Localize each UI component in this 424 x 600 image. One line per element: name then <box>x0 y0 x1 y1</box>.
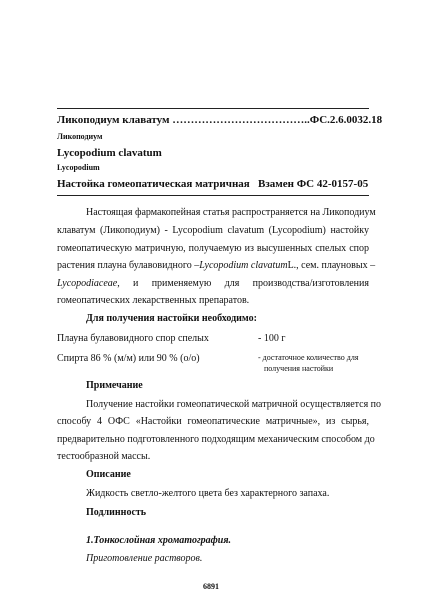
description-text: Жидкость светло-желтого цвета без характерного запаха. <box>86 488 330 499</box>
requirements-heading: Для получения настойки необходимо: <box>86 313 257 324</box>
page-number: 6891 <box>203 582 219 591</box>
identity-heading: Подлинность <box>86 507 147 518</box>
header-bottom-rule <box>57 195 369 196</box>
intro-line-3: гомеопатическую матричную, получаемую из высушенных спелых спор <box>57 243 369 254</box>
req-item-2-value-1: - достаточное количество для <box>258 353 359 362</box>
solutions-prep-subheading: Приготовление растворов. <box>86 553 203 564</box>
note-line-3: предварительно подготовленного подходящим механическим способом до <box>57 434 375 445</box>
family-name-italic: Lycopodiaceae <box>57 278 118 289</box>
intro-line-5c: и <box>133 278 139 289</box>
intro-line-4 <box>57 260 376 271</box>
intro-line-4c: L., сем. плауновых – <box>287 260 376 271</box>
intro-line-5e: для <box>224 278 240 289</box>
description-heading: Описание <box>86 469 131 480</box>
intro-line-2: клаватум (Ликоподиум) - Lycopodium clavatum (Lycopodium) настойку <box>57 225 369 236</box>
req-item-1-name: Плауна булавовидного спор спелых <box>57 333 209 344</box>
note-heading: Примечание <box>86 380 143 391</box>
intro-line-5 <box>57 278 369 289</box>
intro-line-4a: растения плауна булавовидного – <box>57 260 200 271</box>
monograph-name-lat-short: Lycopodium <box>57 163 100 172</box>
note-line-1: Получение настойки гомеопатической матричной осуществляется по <box>86 399 382 410</box>
intro-line-5f: производства/изготовления <box>252 278 369 289</box>
monograph-name-lat: Lycopodium clavatum <box>57 147 162 159</box>
req-item-2-value-2: получения настойки <box>264 364 334 373</box>
req-item-1-value: - 100 г <box>258 333 286 344</box>
intro-line-5-comma: , <box>117 278 120 289</box>
intro-line-5d: применяемую <box>151 278 212 289</box>
monograph-title-line: Ликоподиум клаватум ………………………………..ФС.2.6.0032.18 <box>57 114 383 126</box>
species-name-italic: Lycopodium clavatum <box>199 260 288 271</box>
intro-line-6: гомеопатических лекарственных препаратов. <box>57 295 250 306</box>
replaces-label: Взамен ФС 42-0157-05 <box>258 178 369 190</box>
note-line-2: способу 4 ОФС «Настойки гомеопатические матричные», из сырья, <box>57 416 369 427</box>
note-line-4: тестообразной массы. <box>57 451 151 462</box>
monograph-name-ru: Ликоподиум <box>57 132 103 141</box>
intro-line-1: Настоящая фармакопейная статья распространяется на Ликоподиум <box>86 207 376 218</box>
monograph-subtitle: Настойка гомеопатическая матричная <box>57 178 250 190</box>
req-item-2-name: Спирта 86 % (м/м) или 90 % (о/о) <box>57 353 200 364</box>
top-rule <box>57 108 369 109</box>
tlc-subheading: 1.Тонкослойная хроматография. <box>86 535 231 546</box>
